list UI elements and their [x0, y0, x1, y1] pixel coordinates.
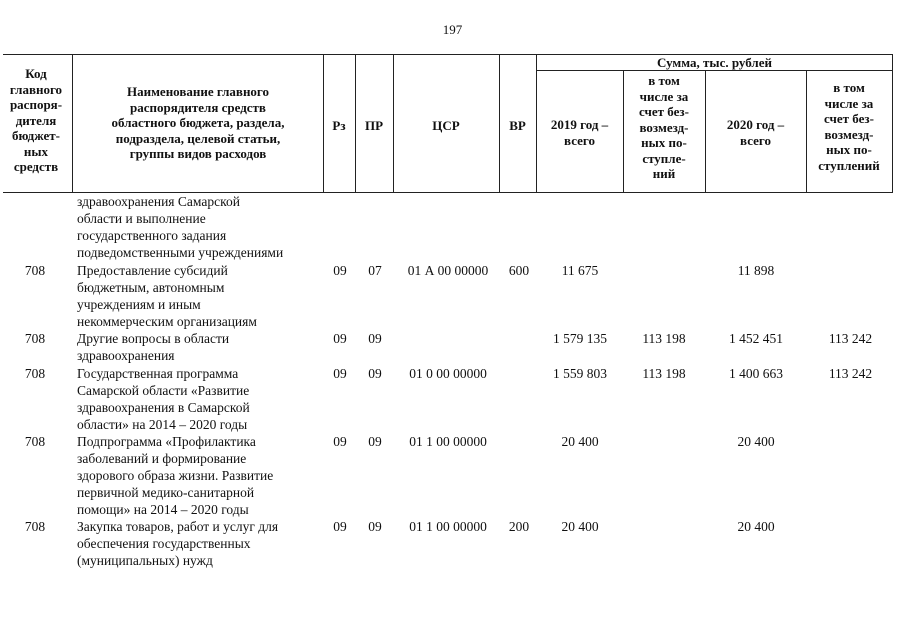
text-line: (муниципальных) нужд	[77, 553, 213, 568]
text-line: здравоохранения	[77, 348, 175, 363]
header-name	[73, 84, 323, 162]
header-sum: Сумма, тыс. рублей	[657, 55, 772, 70]
row-name	[77, 262, 257, 330]
header-2020	[705, 117, 806, 148]
cell-y2019: 20 400	[561, 434, 599, 449]
cell-y2019: 1 579 135	[553, 331, 607, 346]
text-line: всего	[740, 132, 771, 148]
cell-rz: 09	[333, 434, 347, 449]
text-line: дителя	[15, 112, 57, 128]
text-line: счет без-	[824, 111, 874, 126]
text-line: группы видов расходов	[129, 146, 267, 161]
header-vr: ВР	[509, 118, 526, 133]
text-line: числе за	[824, 95, 874, 111]
continuation-text	[77, 193, 283, 261]
cell-rz: 09	[333, 263, 347, 278]
text-line: ных по-	[826, 142, 872, 157]
text-line: главного	[9, 81, 63, 97]
cell-y2019: 1 559 803	[553, 366, 607, 381]
header-csr: ЦСР	[432, 118, 460, 133]
cell-csr: 01 1 00 00000	[409, 434, 487, 449]
header-code	[0, 66, 72, 175]
row-name	[77, 518, 278, 569]
text-line: области» на 2014 – 2020 годы	[77, 417, 248, 432]
cell-y2020-free: 113 242	[828, 331, 873, 346]
text-line: областного бюджета, раздела,	[111, 115, 285, 130]
text-line: распоря-	[9, 97, 63, 112]
cell-vr: 200	[508, 519, 530, 534]
text-line: возмезд-	[639, 119, 689, 135]
col-divider	[892, 54, 893, 192]
text-line: некоммерческим организациям	[77, 314, 257, 329]
text-line: ний	[652, 166, 676, 181]
row-name	[77, 365, 250, 433]
text-line: бюджетным, автономным	[77, 280, 225, 295]
text-line: государственного задания	[77, 228, 227, 243]
cell-rz: 09	[333, 366, 347, 381]
header-rz: Рз	[332, 118, 346, 133]
text-line: средств	[13, 159, 59, 174]
text-line: помощи» на 2014 – 2020 годы	[77, 502, 249, 517]
text-line: ных	[23, 143, 49, 159]
cell-y2020: 1 452 451	[729, 331, 783, 346]
cell-pr: 07	[368, 263, 382, 278]
text-line: счет без-	[639, 104, 689, 119]
text-line: обеспечения государственных	[77, 536, 251, 551]
text-line: Государственная программа	[77, 366, 239, 381]
row-name	[77, 433, 273, 518]
cell-csr: 01 0 00 00000	[409, 366, 487, 381]
cell-pr: 09	[368, 519, 382, 534]
text-line: ступле-	[642, 150, 686, 166]
text-line: числе за	[639, 88, 689, 104]
cell-code: 708	[24, 331, 46, 346]
cell-rz: 09	[333, 519, 347, 534]
text-line: Закупка товаров, работ и услуг для	[77, 519, 279, 534]
text-line: распорядителя средств	[130, 99, 266, 115]
cell-vr: 600	[508, 263, 530, 278]
text-line: области и выполнение	[77, 211, 206, 226]
text-line: здравоохранения в Самарской	[77, 400, 250, 415]
text-line: в том	[648, 73, 680, 88]
cell-y2019: 20 400	[561, 519, 599, 534]
header-2019-free	[623, 73, 705, 182]
text-line: бюджет-	[11, 128, 60, 143]
text-line: в том	[833, 80, 865, 95]
text-line: здравоохранения Самарской	[77, 194, 240, 209]
cell-pr: 09	[368, 434, 382, 449]
cell-csr: 01 А 00 00000	[407, 263, 489, 278]
header-2019	[536, 117, 623, 148]
cell-y2020-free: 113 242	[828, 366, 873, 381]
text-line: 2019 год –	[550, 117, 609, 132]
header-2020-free	[806, 80, 892, 173]
text-line: Самарской области «Развитие	[77, 383, 250, 398]
text-line: здорового образа жизни. Развитие	[77, 468, 274, 483]
text-line: Предоставление субсидий	[77, 263, 228, 278]
text-line: подведомственными учреждениями	[77, 245, 284, 260]
cell-code: 708	[24, 434, 46, 449]
text-line: заболеваний и формирование	[77, 451, 247, 466]
cell-rz: 09	[333, 331, 347, 346]
cell-csr: 01 1 00 00000	[409, 519, 487, 534]
cell-y2020: 20 400	[737, 434, 775, 449]
text-line: всего	[564, 132, 595, 148]
text-line: ных по-	[641, 135, 687, 150]
cell-y2019-free: 113 198	[642, 331, 686, 346]
cell-y2020: 1 400 663	[729, 366, 783, 381]
cell-y2019: 11 675	[561, 263, 599, 278]
cell-code: 708	[24, 263, 46, 278]
text-line: Подпрограмма «Профилактика	[77, 434, 256, 449]
text-line: Наименование главного	[126, 84, 270, 99]
text-line: подраздела, целевой статьи,	[115, 130, 281, 146]
text-line: 2020 год –	[726, 117, 785, 132]
text-line: Другие вопросы в области	[77, 331, 230, 346]
text-line: возмезд-	[824, 126, 874, 142]
cell-y2020: 11 898	[737, 263, 775, 278]
header-pr: ПР	[364, 118, 384, 133]
cell-y2019-free: 113 198	[642, 366, 686, 381]
text-line: Код	[25, 66, 47, 81]
page-number: 197	[442, 22, 463, 37]
cell-pr: 09	[368, 331, 382, 346]
cell-code: 708	[24, 366, 46, 381]
cell-code: 708	[24, 519, 46, 534]
row-name	[77, 330, 229, 364]
text-line: первичной медико-санитарной	[77, 485, 255, 500]
cell-y2020: 20 400	[737, 519, 775, 534]
text-line: учреждениям и иным	[77, 297, 201, 312]
cell-pr: 09	[368, 366, 382, 381]
text-line: ступлений	[818, 157, 880, 173]
